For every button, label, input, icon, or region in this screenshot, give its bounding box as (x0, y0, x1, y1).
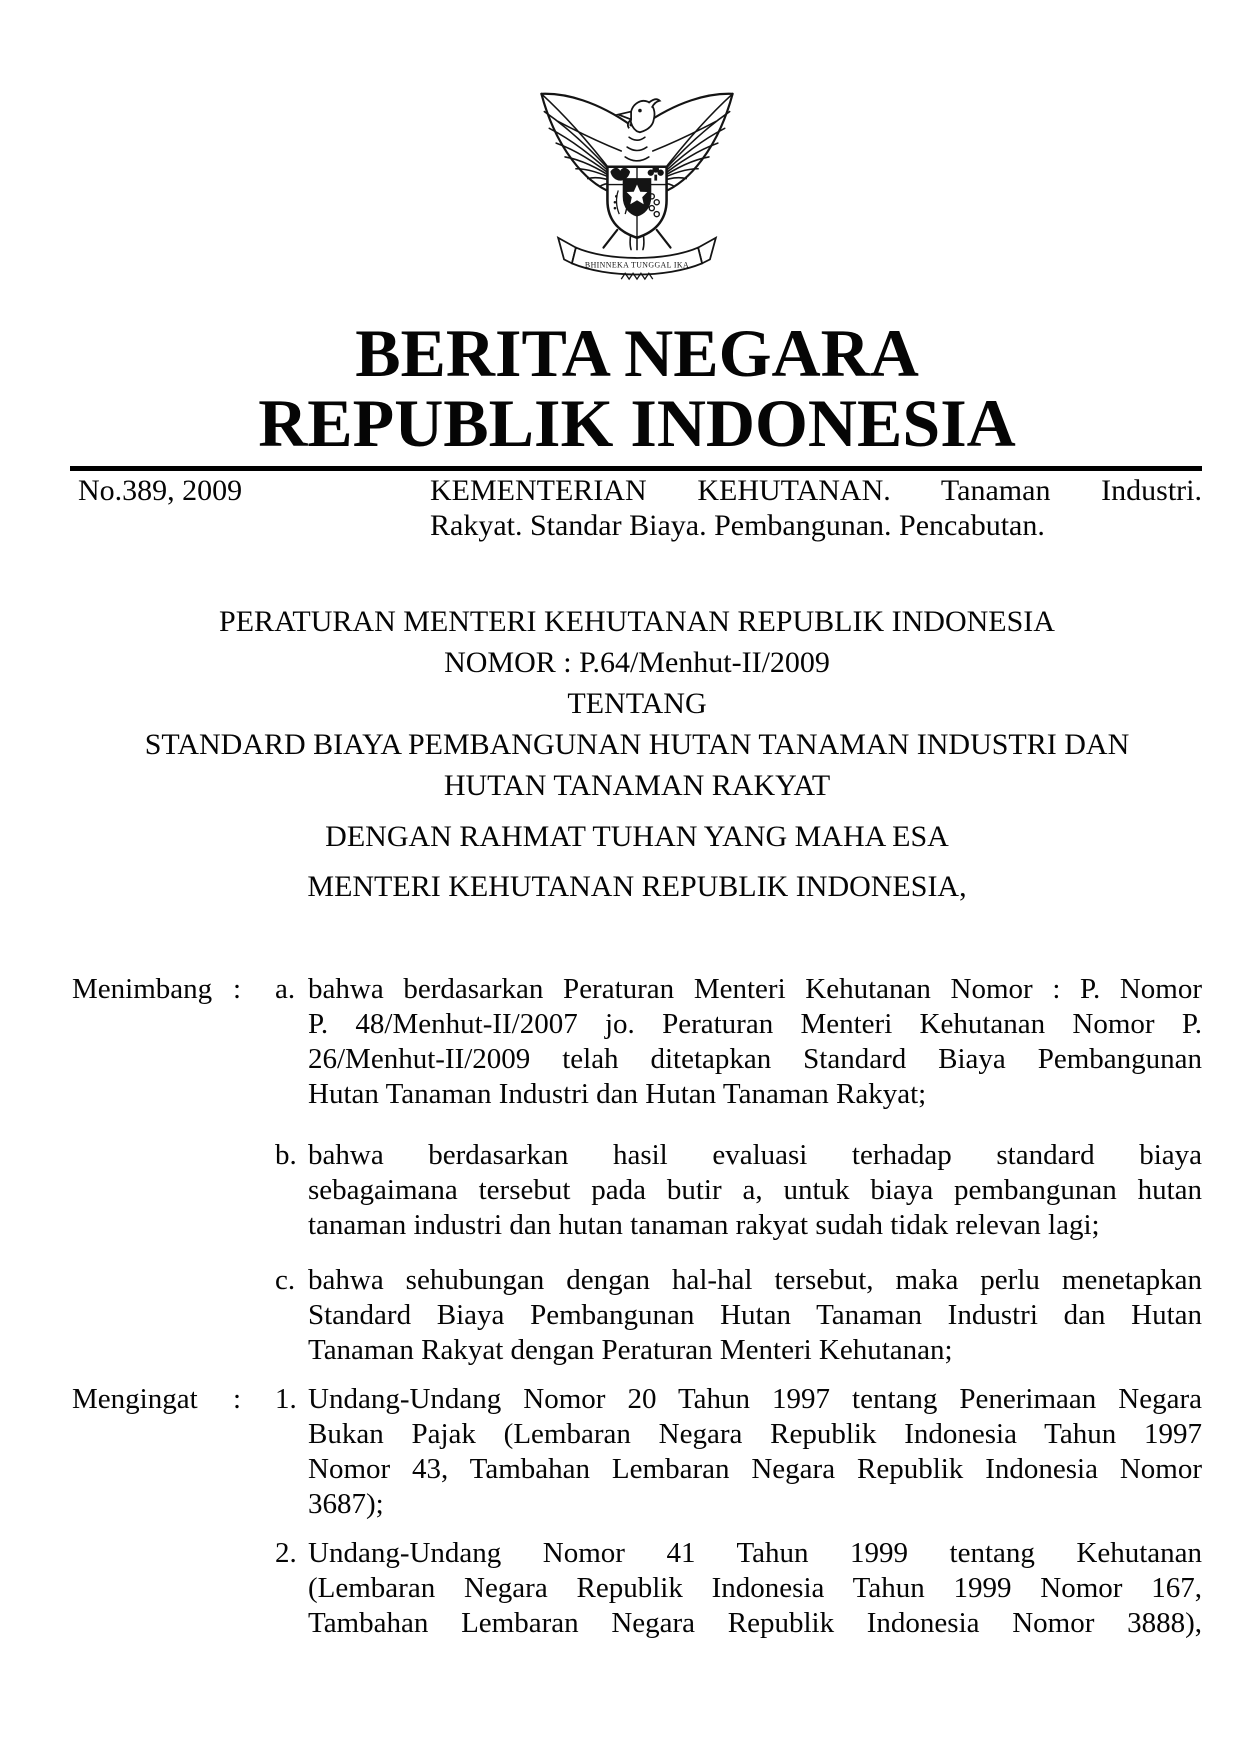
item-text (308, 1536, 1202, 1641)
text-line: 26/Menhut-II/2009 telah ditetapkan Standard Biaya Pembangunan (308, 1043, 1202, 1075)
item-text (308, 1382, 1202, 1522)
considering-colon: : (233, 973, 242, 1005)
item-text (308, 972, 1202, 1112)
considering-item-c (72, 1263, 1202, 1368)
invocation-line: DENGAN RAHMAT TUHAN YANG MAHA ESA (325, 820, 949, 853)
item-marker: b. (275, 1139, 297, 1171)
text-line: tanaman industri dan hutan tanaman rakyat sudah tidak relevan lagi; (308, 1209, 1100, 1241)
text-line: 3687); (308, 1488, 384, 1520)
garuda-emblem (536, 82, 738, 289)
considering-item-b (72, 1138, 1202, 1243)
text-line: Standard Biaya Pembangunan Hutan Tanaman Industri dan Hutan (308, 1299, 1202, 1331)
regulation-subject-line1: STANDARD BIAYA PEMBANGUNAN HUTAN TANAMAN INDUSTRI DAN (144, 728, 1130, 761)
regulation-title (72, 601, 1202, 806)
considering-label: Menimbang (72, 973, 213, 1005)
garuda-emblem-svg (536, 82, 738, 289)
text-line: P. 48/Menhut-II/2007 jo. Peraturan Menteri Kehutanan Nomor P. (308, 1008, 1202, 1040)
text-line: Undang-Undang Nomor 20 Tahun 1997 tentang Penerimaan Negara (308, 1383, 1202, 1415)
text-line: sebagaimana tersebut pada butir a, untuk biaya pembangunan hutan (308, 1174, 1202, 1206)
item-marker: a. (275, 973, 296, 1005)
masthead (72, 315, 1202, 461)
text-line: Bukan Pajak (Lembaran Negara Republik Indonesia Tahun 1997 (308, 1418, 1202, 1450)
authority-line: MENTERI KEHUTANAN REPUBLIK INDONESIA, (307, 870, 967, 903)
regulation-number: NOMOR : P.64/Menhut-II/2009 (444, 646, 830, 679)
gazette-subject (430, 473, 1202, 543)
item-marker: c. (275, 1264, 296, 1296)
gazette-subject-line2: Rakyat. Standar Biaya. Pembangunan. Pencabutan. (430, 509, 1045, 542)
masthead-line1: BERITA NEGARA (355, 315, 919, 391)
text-line: Hutan Tanaman Industri dan Hutan Tanaman Rakyat; (308, 1078, 927, 1110)
masthead-rule (70, 466, 1202, 471)
item-marker: 2. (275, 1537, 297, 1569)
recalling-label: Mengingat (72, 1383, 198, 1415)
regulation-tentang: TENTANG (567, 687, 707, 720)
item-marker: 1. (275, 1383, 297, 1415)
text-line: bahwa berdasarkan Peraturan Menteri Kehutanan Nomor : P. Nomor (308, 973, 1202, 1005)
item-text (308, 1138, 1202, 1243)
recalling-colon: : (233, 1383, 242, 1415)
gazette-number: No.389, 2009 (78, 474, 243, 507)
regulation-title-line1: PERATURAN MENTERI KEHUTANAN REPUBLIK INDONESIA (219, 605, 1055, 638)
item-text (308, 1263, 1202, 1368)
text-line: bahwa berdasarkan hasil evaluasi terhadap standard biaya (308, 1139, 1202, 1171)
text-line: (Lembaran Negara Republik Indonesia Tahun 1999 Nomor 167, (308, 1572, 1202, 1604)
considering-item-a (72, 972, 1202, 1112)
considerations-section (72, 972, 1202, 1641)
text-line: Nomor 43, Tambahan Lembaran Negara Republik Indonesia Nomor (308, 1453, 1202, 1485)
text-line: Undang-Undang Nomor 41 Tahun 1999 tentang Kehutanan (308, 1537, 1202, 1569)
masthead-line2: REPUBLIK INDONESIA (258, 385, 1016, 461)
recalling-item-2 (72, 1536, 1202, 1641)
gazette-subject-line1: KEMENTERIAN KEHUTANAN. Tanaman Industri. (430, 474, 1202, 507)
text-line: bahwa sehubungan dengan hal-hal tersebut, maka perlu menetapkan (308, 1264, 1202, 1296)
emblem-banner-text: BHINNEKA TUNGGAL IKA (584, 260, 690, 270)
regulation-subject-line2: HUTAN TANAMAN RAKYAT (443, 769, 831, 802)
text-line: Tanaman Rakyat dengan Peraturan Menteri Kehutanan; (308, 1334, 953, 1366)
recalling-item-1 (72, 1382, 1202, 1522)
text-line: Tambahan Lembaran Negara Republik Indonesia Nomor 3888), (308, 1607, 1202, 1639)
